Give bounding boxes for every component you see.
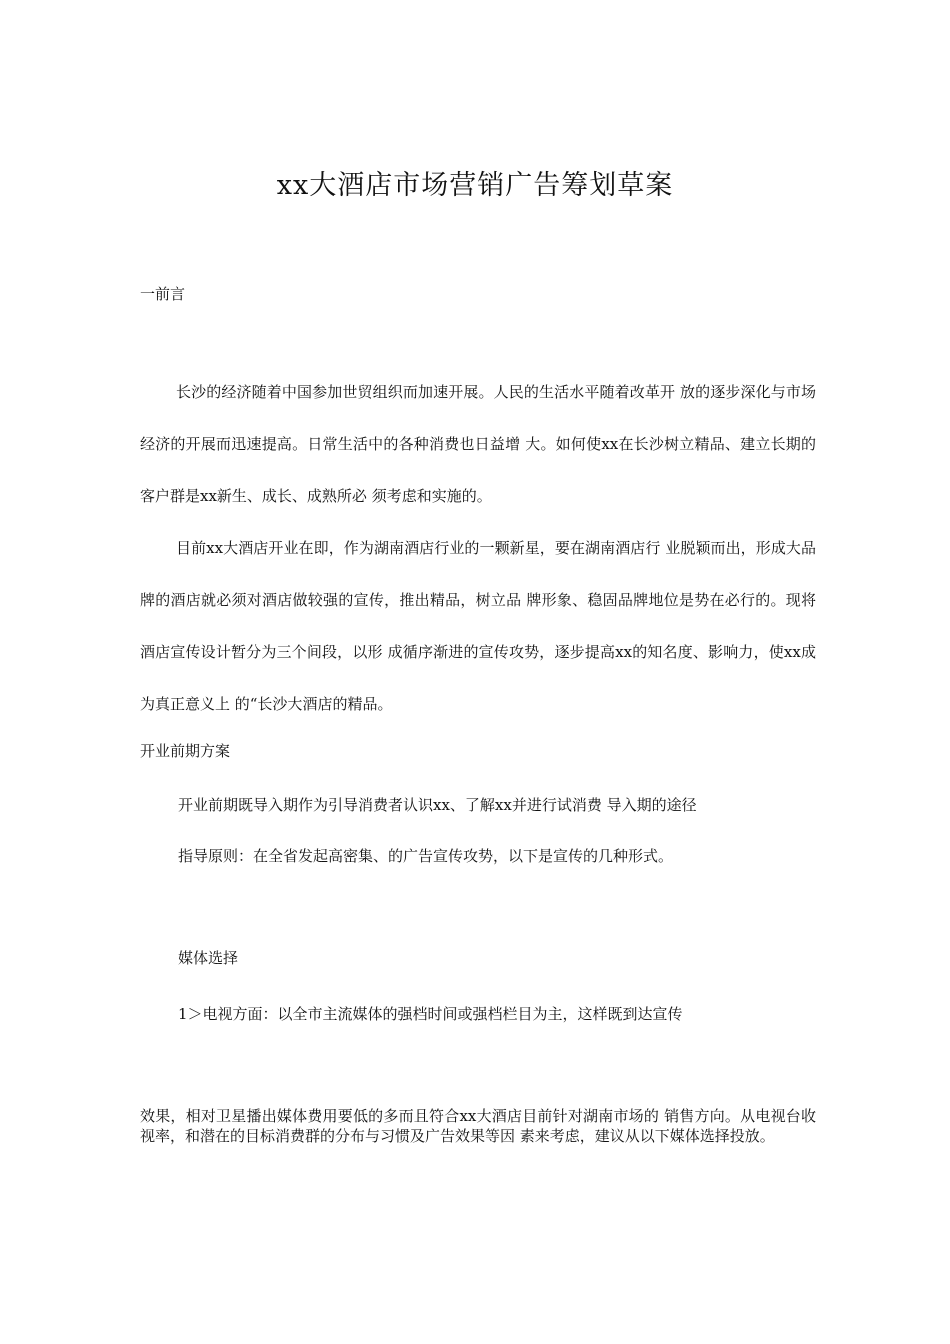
text-media-selection: 媒体选择: [178, 949, 239, 967]
section-heading-pre-opening: 开业前期方案: [140, 742, 231, 760]
paragraph-tv-effect: 效果，相对卫星播出媒体费用要低的多而且符合xx大酒店目前针对湖南市场的 销售方向。从电视台收视率，和潜在的目标消费群的分布与习惯及广告效果等因 素来考虑，建议从以下媒体选择投放。: [140, 1107, 816, 1145]
document-title: xx大酒店市场营销广告筹划草案: [276, 170, 674, 201]
paragraph-economy: 长沙的经济随着中国参加世贸组织而加速开展。人民的生活水平随着改革开 放的逐步深化与市场经济的开展而迅速提高。日常生活中的各种消费也日益增 大。如何使xx在长沙树立精品、建立长期的客户群是xx新生、成长、成熟所必 须考虑和实施的。: [140, 383, 816, 505]
section-heading-preface: 一前言: [140, 285, 186, 303]
text-introduction-phase: 开业前期既导入期作为引导消费者认识xx、了解xx并进行试消费 导入期的途径: [178, 796, 697, 814]
text-guiding-principle: 指导原则：在全省发起高密集、的广告宣传攻势，以下是宣传的几种形式。: [178, 847, 674, 865]
paragraph-opening: 目前xx大酒店开业在即，作为湖南酒店行业的一颗新星，要在湖南酒店行 业脱颖而出，形成大品牌的酒店就必须对酒店做较强的宣传，推出精品，树立品 牌形象、稳固品牌地位是势在必行的。现将酒店宣传设计暂分为三个间段，以形 成循序渐进的宣传攻势，逐步提高xx的知名度、影响力，使xx成为真正意义上 的“长沙大酒店的精品。: [140, 539, 816, 713]
text-tv-item: 1＞电视方面：以全市主流媒体的强档时间或强档栏目为主，这样既到达宣传: [178, 1005, 683, 1023]
